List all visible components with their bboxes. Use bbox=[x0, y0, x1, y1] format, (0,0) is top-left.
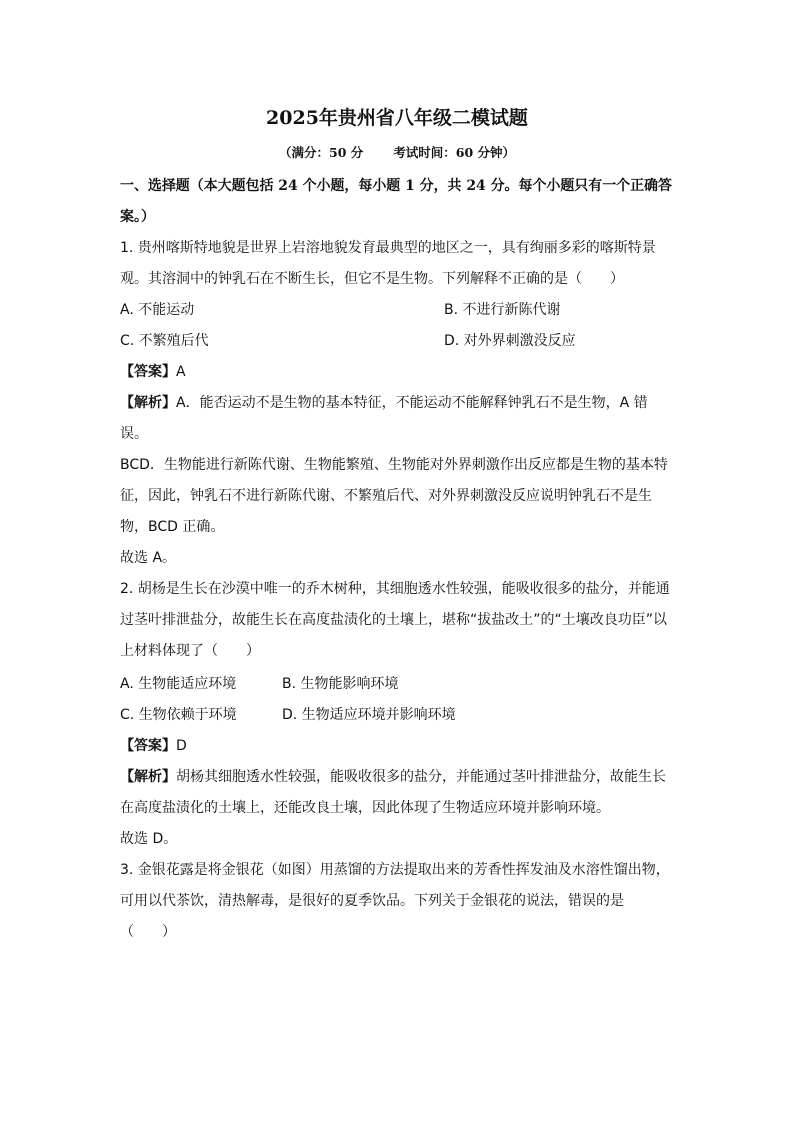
exam-info bbox=[0, 143, 794, 163]
q3-stem-line2: 可用以代茶饮，清热解毒，是很好的夏季饮品。下列关于金银花的说法，错误的是 bbox=[120, 893, 624, 909]
q1-stem-line2: 观。其溶洞中的钟乳石在不断生长，但它不是生物。下列解释不正确的是（ ） bbox=[120, 271, 624, 287]
analysis-text: A．能否运动不是生物的基本特征，不能运动不能解释钟乳石不是生物，A 错 bbox=[176, 395, 648, 411]
q2-option-c: C. 生物依赖于环境 bbox=[120, 707, 237, 723]
q1-analysis-line2: 误。 bbox=[120, 426, 148, 442]
q1-analysis-line1 bbox=[120, 393, 648, 413]
q3-stem-line1: 3. 金银花露是将金银花（如图）用蒸馏的方法提取出来的芳香性挥发油及水溶性馏出物， bbox=[120, 862, 670, 878]
answer-value: D bbox=[176, 738, 187, 754]
section-heading-cont: 案。） bbox=[120, 209, 155, 225]
q1-analysis-line3: BCD．生物能进行新陈代谢、生物能繁殖、生物能对外界刺激作出反应都是生物的基本特 bbox=[120, 457, 668, 473]
q1-answer bbox=[120, 362, 186, 382]
q2-analysis-line2: 在高度盐渍化的土壤上，还能改良土壤，因此体现了生物适应环境并影响环境。 bbox=[120, 800, 610, 816]
q1-stem-line1: 1. 贵州喀斯特地貌是世界上岩溶地貌发育最典型的地区之一，具有绚丽多彩的喀斯特景 bbox=[120, 240, 656, 256]
analysis-label: 【解析】 bbox=[120, 395, 176, 411]
analysis-label: 【解析】 bbox=[120, 769, 176, 785]
q1-option-c: C. 不繁殖后代 bbox=[120, 333, 209, 349]
q1-analysis-line4: 征，因此，钟乳石不进行新陈代谢、不繁殖后代、对外界刺激没反应说明钟乳石不是生 bbox=[120, 488, 652, 504]
q2-choose: 故选 D。 bbox=[120, 831, 178, 847]
analysis-text: 胡杨其细胞透水性较强，能吸收很多的盐分，并能通过茎叶排泄盐分，故能生长 bbox=[176, 769, 666, 785]
q2-option-d: D. 生物适应环境并影响环境 bbox=[282, 707, 456, 723]
answer-label: 【答案】 bbox=[120, 738, 176, 754]
q3-stem-line3: （ ） bbox=[120, 924, 176, 940]
q1-option-d: D. 对外界刺激没反应 bbox=[444, 333, 576, 349]
q2-stem-line2: 过茎叶排泄盐分，故能生长在高度盐渍化的土壤上，堪称“拔盐改土”的“土壤改良功臣”以 bbox=[120, 612, 668, 628]
q2-stem-line3: 上材料体现了（ ） bbox=[120, 643, 260, 659]
q2-analysis-line1 bbox=[120, 767, 666, 787]
page-title: 2025年贵州省八年级二模试题 bbox=[266, 107, 528, 129]
answer-label: 【答案】 bbox=[120, 364, 176, 380]
section-heading: 一、选择题（本大题包括 24 个小题，每小题 1 分，共 24 分。每个小题只有一个正确答 bbox=[120, 178, 672, 194]
q2-stem-line1: 2. 胡杨是生长在沙漠中唯一的乔木树种，其细胞透水性较强，能吸收很多的盐分，并能通 bbox=[120, 581, 670, 597]
q1-choose: 故选 A。 bbox=[120, 550, 177, 566]
q1-analysis-line5: 物，BCD 正确。 bbox=[120, 519, 225, 535]
score-info: （满分：50 分 bbox=[279, 145, 364, 160]
answer-value: A bbox=[176, 364, 186, 380]
time-info: 考试时间：60 分钟） bbox=[393, 145, 515, 160]
q2-option-b: B. 生物能影响环境 bbox=[282, 676, 399, 692]
q1-option-b: B. 不进行新陈代谢 bbox=[444, 302, 561, 318]
q2-answer bbox=[120, 736, 187, 756]
q1-option-a: A. 不能运动 bbox=[120, 302, 195, 318]
q2-option-a: A. 生物能适应环境 bbox=[120, 676, 237, 692]
